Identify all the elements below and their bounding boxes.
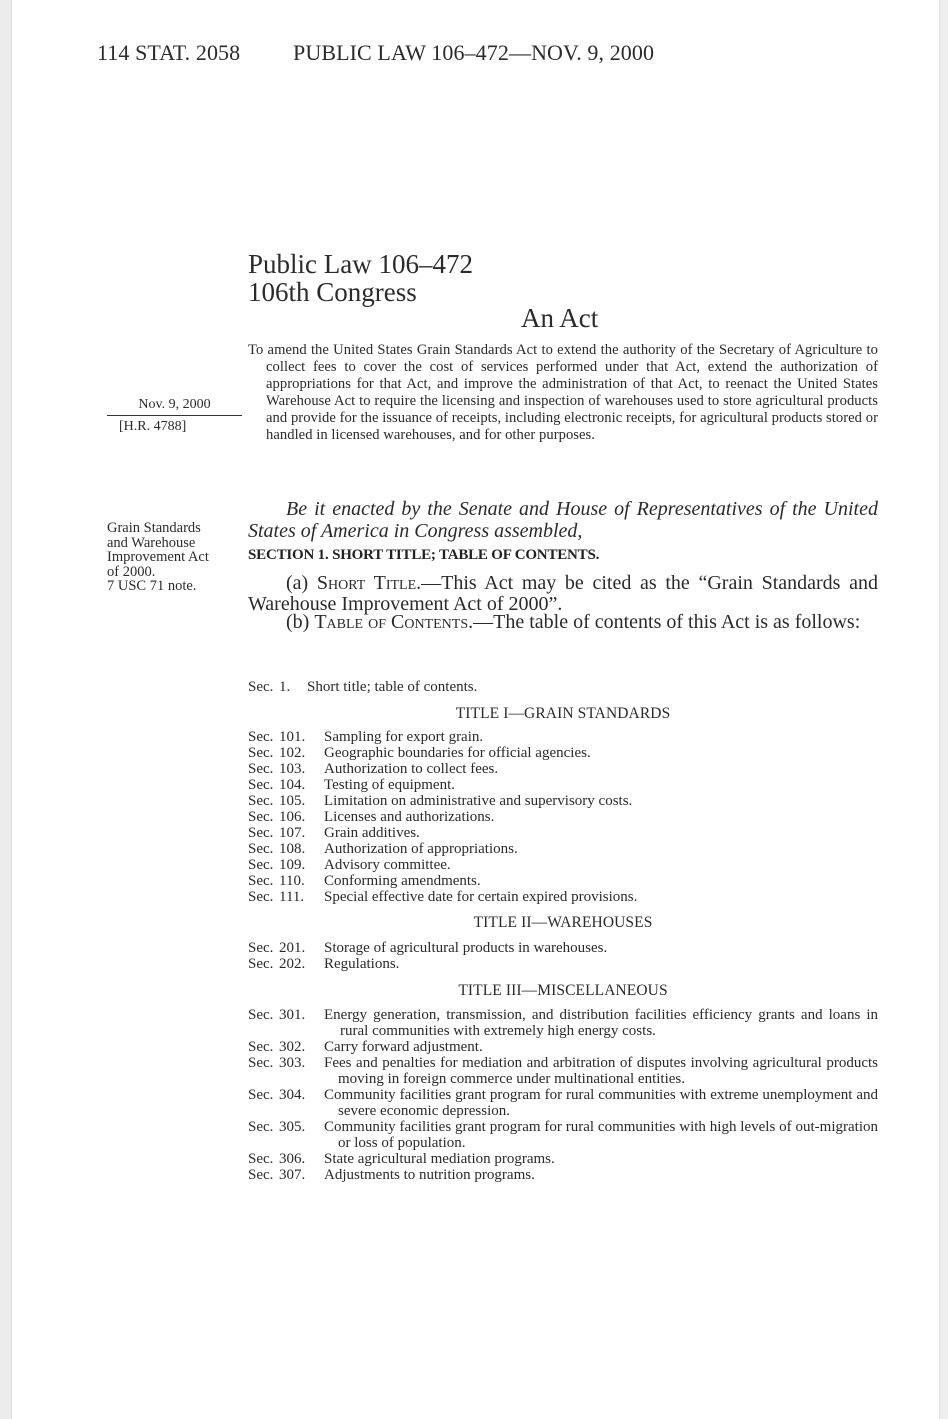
toc-text: Grain additives. xyxy=(324,825,420,841)
toc-text: Fees and penalties for mediation and arbitration of disputes involving agricultural products moving in foreign commerce under multinational entities. xyxy=(324,1055,878,1087)
section-heading: SECTION 1. SHORT TITLE; TABLE OF CONTENTS. xyxy=(248,547,600,563)
toc-text: Conforming amendments. xyxy=(324,873,481,889)
toc-num: 301. xyxy=(279,1007,306,1023)
toc-text: Community facilities grant program for rural communities with high levels of out-migration or loss of population. xyxy=(324,1119,878,1151)
toc-row xyxy=(248,1039,878,1055)
toc-sec-label: Sec. xyxy=(248,1151,274,1167)
toc-sec-label: Sec. xyxy=(248,809,274,825)
toc-text: Authorization of appropriations. xyxy=(324,841,518,857)
toc-row xyxy=(248,956,878,972)
para-label: (a) xyxy=(286,572,309,594)
toc-title-heading: TITLE III—MISCELLANEOUS xyxy=(458,982,668,999)
margin-note-line: Grain Standards xyxy=(107,520,201,536)
toc-num: 110. xyxy=(279,873,305,889)
margin-note-line: Improvement Act xyxy=(107,549,209,565)
toc-sec-label: Sec. xyxy=(248,1087,274,1103)
toc-num: 201. xyxy=(279,940,306,956)
toc-num: 105. xyxy=(279,793,306,809)
margin-note-line: 7 USC 71 note. xyxy=(107,578,197,594)
toc-title-3 xyxy=(248,983,878,999)
toc-num: 1. xyxy=(279,679,291,695)
toc-num: 104. xyxy=(279,777,306,793)
toc-sec-label: Sec. xyxy=(248,873,274,889)
toc-text: Storage of agricultural products in warehouses. xyxy=(324,940,608,956)
toc-sec-label: Sec. xyxy=(248,745,274,761)
toc-row xyxy=(248,940,878,956)
toc-title-1 xyxy=(248,706,878,722)
para-caption: Short Title xyxy=(316,572,417,594)
toc-num: 304. xyxy=(279,1087,306,1103)
toc-sec-label: Sec. xyxy=(248,889,274,905)
toc-text: Geographic boundaries for official agencies. xyxy=(324,745,591,761)
toc-first xyxy=(248,679,878,695)
bill-number: [H.R. 4788] xyxy=(119,419,187,434)
toc-num: 306. xyxy=(279,1151,306,1167)
para-text: .—The table of contents of this Act is as follows: xyxy=(468,611,861,633)
toc-text: Carry forward adjustment. xyxy=(324,1039,483,1055)
toc-text: Adjustments to nutrition programs. xyxy=(324,1167,535,1183)
toc-title-heading: TITLE II—WAREHOUSES xyxy=(473,914,653,931)
toc-num: 102. xyxy=(279,745,306,761)
enactment-date: Nov. 9, 2000 xyxy=(107,396,242,416)
toc-row xyxy=(248,1087,878,1119)
toc-sec-label: Sec. xyxy=(248,777,274,793)
enacting-clause: Be it enacted by the Senate and House of Representatives of the United States of America in Congress assembled, xyxy=(248,498,878,542)
para-text: .—This Act may be cited as the “Grain Standards and Warehouse Improvement Act of 2000”. xyxy=(248,572,878,615)
toc-text: Licenses and authorizations. xyxy=(324,809,495,825)
toc-text: Testing of equipment. xyxy=(324,777,456,793)
law-number: Public Law 106–472 xyxy=(248,249,473,279)
toc-list-title-3 xyxy=(248,1007,878,1183)
toc-text: Sampling for export grain. xyxy=(324,729,484,745)
toc-sec-label: Sec. xyxy=(248,1007,274,1023)
toc-list-title-2 xyxy=(248,940,878,972)
margin-note xyxy=(107,521,209,594)
toc-sec-label: Sec. xyxy=(248,940,274,956)
toc-text: Special effective date for certain expired provisions. xyxy=(324,889,638,905)
toc-row xyxy=(248,679,878,695)
toc-num: 106. xyxy=(279,809,306,825)
toc-row xyxy=(248,857,878,873)
toc-intro-paragraph xyxy=(248,612,878,633)
para-caption: Table of Contents xyxy=(314,611,469,633)
page-edge-left xyxy=(0,0,12,1419)
toc-row xyxy=(248,841,878,857)
toc-num: 202. xyxy=(279,956,306,972)
margin-date-block xyxy=(107,396,242,435)
toc-sec-label: Sec. xyxy=(248,729,274,745)
statute-page-number: 114 STAT. 2058 xyxy=(97,40,241,65)
toc-row xyxy=(248,729,878,745)
toc-sec-label: Sec. xyxy=(248,1167,274,1183)
toc-num: 302. xyxy=(279,1039,306,1055)
toc-row xyxy=(248,745,878,761)
toc-sec-label: Sec. xyxy=(248,1055,274,1071)
toc-sec-label: Sec. xyxy=(248,679,274,695)
toc-row xyxy=(248,809,878,825)
toc-num: 103. xyxy=(279,761,306,777)
toc-row xyxy=(248,825,878,841)
toc-num: 305. xyxy=(279,1119,306,1135)
toc-text: Community facilities grant program for rural communities with extreme unemployment and severe economic depression. xyxy=(324,1087,878,1119)
toc-num: 109. xyxy=(279,857,306,873)
act-title: An Act xyxy=(521,303,599,333)
margin-note-line: of 2000. xyxy=(107,563,156,580)
short-title-paragraph xyxy=(248,573,878,615)
toc-row xyxy=(248,1119,878,1151)
toc-row xyxy=(248,1167,878,1183)
toc-num: 108. xyxy=(279,841,306,857)
toc-text: Energy generation, transmission, and distribution facilities efficiency grants and loans in rural communities with extremely high energy costs. xyxy=(324,1007,878,1039)
toc-row xyxy=(248,777,878,793)
toc-sec-label: Sec. xyxy=(248,825,274,841)
toc-sec-label: Sec. xyxy=(248,761,274,777)
toc-text: State agricultural mediation programs. xyxy=(324,1151,555,1167)
toc-text: Limitation on administrative and supervisory costs. xyxy=(324,793,633,809)
toc-row xyxy=(248,793,878,809)
toc-num: 303. xyxy=(279,1055,306,1071)
toc-row xyxy=(248,1007,878,1039)
margin-note-line: and Warehouse xyxy=(107,534,196,551)
toc-sec-label: Sec. xyxy=(248,1119,274,1135)
toc-sec-label: Sec. xyxy=(248,1039,274,1055)
toc-num: 101. xyxy=(279,729,306,745)
toc-title-heading: TITLE I—GRAIN STANDARDS xyxy=(455,705,671,722)
congress-label: 106th Congress xyxy=(248,277,417,307)
toc-num: 307. xyxy=(279,1167,306,1183)
running-header: PUBLIC LAW 106–472—NOV. 9, 2000 xyxy=(293,40,655,65)
purpose-statement: To amend the United States Grain Standards Act to extend the authority of the Secretary of Agriculture to collect fees to cover the cost of services performed under that Act, extend the authorization of appropriations for that Act, and improve the administration of that Act, to reenact the United States Warehouse Act to require the licensing and inspection of warehouses used to store agricultural products and provide for the issuance of receipts, including electronic receipts, for agricultural products stored or handled in licensed warehouses, and for other purposes. xyxy=(248,342,878,444)
para-label: (b) xyxy=(286,611,310,633)
toc-text: Advisory committee. xyxy=(324,857,451,873)
toc-sec-label: Sec. xyxy=(248,956,274,972)
toc-row xyxy=(248,873,878,889)
toc-text: Authorization to collect fees. xyxy=(324,761,499,777)
toc-row xyxy=(248,1055,878,1087)
toc-row xyxy=(248,1151,878,1167)
toc-title-2 xyxy=(248,915,878,931)
toc-text: Regulations. xyxy=(324,956,400,972)
toc-sec-label: Sec. xyxy=(248,841,274,857)
toc-num: 111. xyxy=(279,889,305,905)
law-heading xyxy=(248,250,473,306)
toc-sec-label: Sec. xyxy=(248,793,274,809)
toc-num: 107. xyxy=(279,825,306,841)
toc-row xyxy=(248,761,878,777)
toc-text: Short title; table of contents. xyxy=(307,679,478,695)
toc-list-title-1 xyxy=(248,729,878,905)
page-edge-right xyxy=(939,0,948,1419)
toc-sec-label: Sec. xyxy=(248,857,274,873)
toc-row xyxy=(248,889,878,905)
